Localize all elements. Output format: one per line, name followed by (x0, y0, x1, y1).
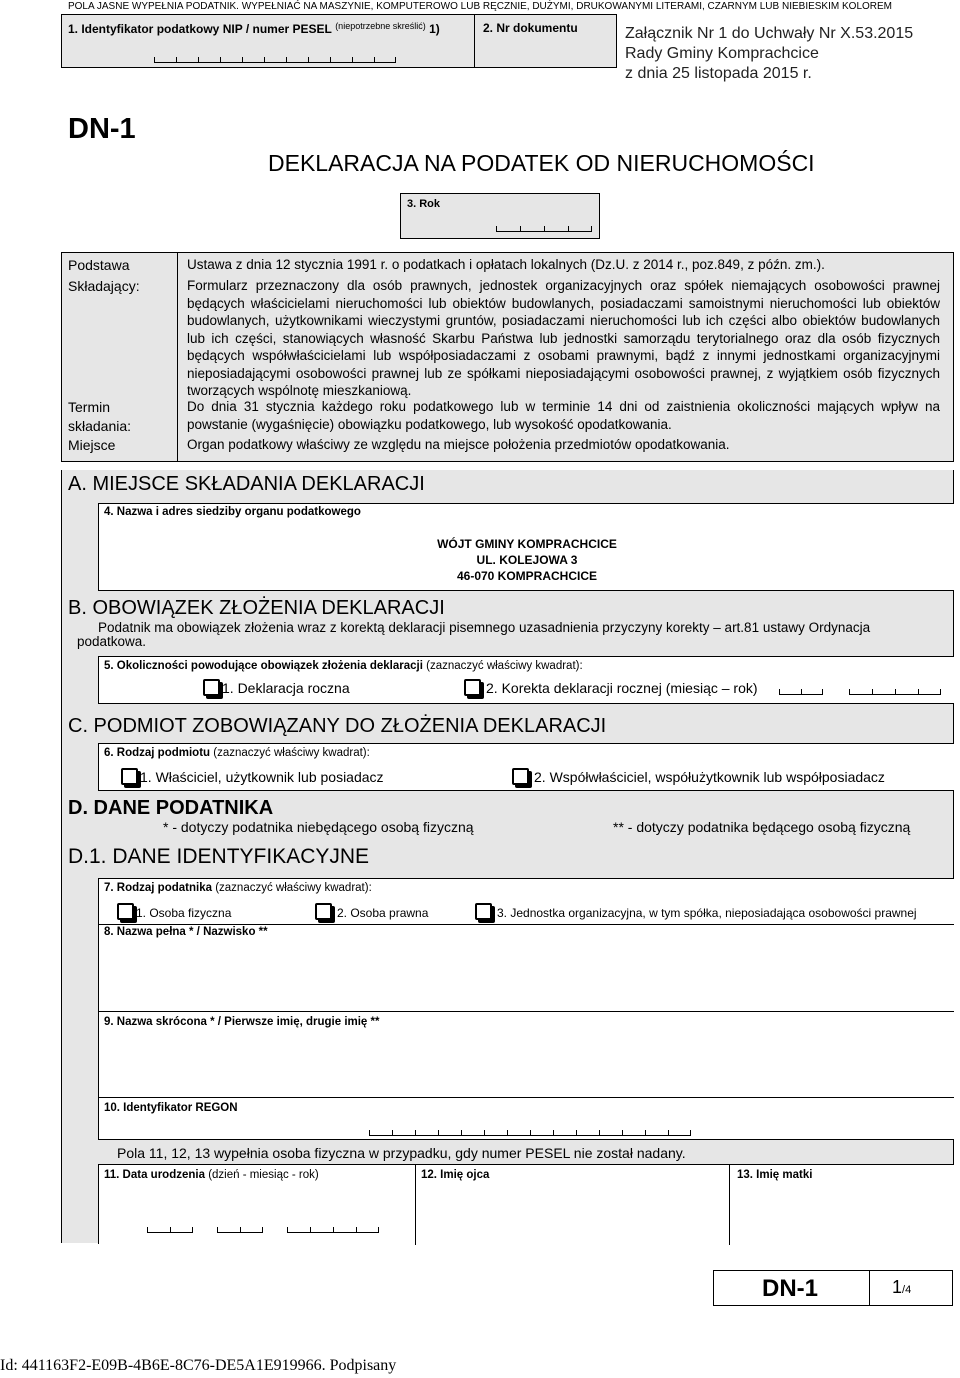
doc-code: DN-1 (68, 113, 136, 145)
termin-label-2: składania: (68, 418, 132, 434)
field6-label: 6. Rodzaj podmiotu (104, 747, 211, 759)
field2-label: 2. Nr dokumentu (483, 21, 578, 35)
field5-box (98, 656, 954, 704)
birth-day-cells[interactable] (147, 1227, 193, 1233)
office-line2: UL. KOLEJOWA 3 (476, 553, 578, 567)
field6-hint: (zaznaczyć właściwy kwadrat): (213, 747, 370, 759)
year-box[interactable] (400, 193, 600, 239)
field6-box (98, 743, 954, 791)
annex-line1: Załącznik Nr 1 do Uchwały Nr X.53.2015 (625, 25, 914, 42)
birth-year-cells[interactable] (287, 1227, 379, 1233)
field4-label: 4. Nazwa i adres siedziby organu podatkowego (104, 506, 361, 518)
termin-label (68, 398, 131, 436)
option-correction-label: 2. Korekta deklaracji rocznej (miesiąc – rok) (486, 680, 758, 696)
doc-number-box[interactable] (475, 14, 617, 68)
field5-hint: (zaznaczyć właściwy kwadrat): (426, 660, 583, 672)
checkbox-icon[interactable] (117, 903, 134, 920)
field9-box[interactable] (98, 1012, 954, 1098)
regon-digit-cells (369, 1130, 691, 1136)
annex-block (625, 24, 913, 84)
miejsce-label: Miejsce (68, 437, 116, 453)
option-annual-label: 1. Deklaracja roczna (222, 680, 350, 696)
signature-id-line: Id: 441163F2-E09B-4B6E-8C76-DE5A1E919966. Podpisany (0, 1357, 397, 1374)
footer-page-number (892, 1277, 911, 1298)
field11-heading (104, 1169, 319, 1181)
field9-label: 9. Nazwa skrócona * / Pierwsze imię, drugie imię ** (104, 1016, 380, 1028)
option-legal-person-label: 2. Osoba prawna (337, 906, 429, 920)
miejsce-text: Organ podatkowy właściwy ze względu na miejsce położenia przedmiotów opodatkowania. (187, 437, 730, 452)
office-address (99, 536, 955, 584)
section-a-title: A. MIEJSCE SKŁADANIA DEKLARACJI (68, 473, 425, 495)
field1-note: (niepotrzebne skreślić) (335, 21, 426, 31)
field10-box[interactable] (98, 1098, 954, 1140)
footer-page-total: /4 (902, 1284, 912, 1296)
termin-label-1: Termin (68, 399, 111, 415)
podstawa-text: Ustawa z dnia 12 stycznia 1991 r. o podatkach i opłatach lokalnych (Dz.U. z 2014 r., poz.849, z późn. zm.). (187, 257, 825, 272)
doc-title: DEKLARACJA NA PODATEK OD NIERUCHOMOŚCI (268, 150, 815, 176)
field12-label: 12. Imię ojca (421, 1169, 490, 1181)
field7-box (98, 878, 954, 924)
section-d-note2: ** - dotyczy podatnika będącego osobą fizyczną (613, 819, 911, 835)
annex-line3: z dnia 25 listopada 2015 r. (625, 65, 812, 82)
option-org-unit[interactable] (475, 903, 917, 920)
checkbox-icon[interactable] (121, 768, 138, 785)
field7-hint: (zaznaczyć właściwy kwadrat): (215, 882, 372, 894)
field11-label: 11. Data urodzenia (104, 1169, 205, 1181)
section-b-text-2: podatkowa. (77, 634, 147, 649)
option-natural-person-label: 1. Osoba fizyczna (136, 906, 232, 920)
field1-suffix: 1) (429, 22, 440, 36)
section-b-text-1: Podatnik ma obowiązek złożenia wraz z korektą deklaracji pisemnego uzasadnienia przyczyny korekty – art.81 ustawy Ordynacja (98, 620, 871, 635)
field5-label: 5. Okoliczności powodujące obowiązek złożenia deklaracji (104, 660, 423, 672)
option-coowner-label: 2. Współwłaściciel, współużytkownik lub współposiadacz (534, 769, 885, 785)
field3-label: 3. Rok (407, 198, 441, 210)
checkbox-icon[interactable] (315, 903, 332, 920)
office-line1: WÓJT GMINY KOMPRACHCICE (437, 537, 617, 551)
field4-box[interactable] (98, 503, 954, 591)
field13-label: 13. Imię matki (737, 1169, 813, 1181)
skladajacy-label: Składający: (68, 278, 140, 294)
nip-digit-cells (154, 57, 396, 63)
option-owner-label: 1. Właściciel, użytkownik lub posiadacz (140, 769, 384, 785)
footer-code: DN-1 (762, 1275, 819, 1302)
birth-month-cells[interactable] (217, 1227, 263, 1233)
option-correction[interactable] (464, 679, 758, 696)
checkbox-icon[interactable] (464, 679, 481, 696)
footer-page-box (713, 1270, 953, 1306)
checkbox-icon[interactable] (475, 903, 492, 920)
podstawa-label: Podstawa (68, 257, 130, 273)
pesel-note: Pola 11, 12, 13 wypełnia osoba fizyczna w przypadku, gdy numer PESEL nie został nadany. (117, 1145, 686, 1161)
section-d-note1: * - dotyczy podatnika niebędącego osobą fizyczną (163, 819, 474, 835)
field10-label: 10. Identyfikator REGON (104, 1102, 238, 1114)
field5-heading (104, 660, 583, 672)
checkbox-icon[interactable] (203, 679, 220, 696)
month-cells[interactable] (779, 689, 823, 695)
field7-heading (104, 882, 372, 894)
field7-label: 7. Rodzaj podatnika (104, 882, 212, 894)
field1-label: 1. Identyfikator podatkowy NIP / numer PESEL (68, 22, 332, 36)
mother-name-input[interactable] (730, 1184, 952, 1242)
footer-page-current: 1 (892, 1277, 903, 1297)
section-d-title: D. DANE PODATNIKA (68, 797, 274, 819)
father-name-input[interactable] (415, 1184, 723, 1242)
office-line3: 46-070 KOMPRACHCICE (456, 569, 598, 583)
option-coowner[interactable] (512, 768, 885, 785)
year-cells[interactable] (849, 689, 941, 695)
annex-line2: Rady Gminy Komprachcice (625, 45, 819, 62)
option-owner[interactable] (121, 768, 384, 785)
termin-text: Do dnia 31 stycznia każdego roku podatkowego lub w terminie 14 dni od zaistnienia okoliczności mających wpływ na powstanie (wygaśnięcie) obowiązku podatkowego, lub wysokość opodatkowania. (187, 399, 940, 432)
section-d1-title: D.1. DANE IDENTYFIKACYJNE (68, 845, 370, 868)
field11-hint: (dzień - miesiąc - rok) (208, 1169, 319, 1181)
section-b-title: B. OBOWIĄZEK ZŁOŻENIA DEKLARACJI (68, 597, 445, 619)
field1-heading (68, 21, 440, 36)
skladajacy-text: Formularz przeznaczony dla osób prawnych, jednostek organizacyjnych oraz spółek niemających osobowości prawnej będących właścicielami nieruchomości lub obiektów budowlanych, posiadaczami samoistnymi nieruchomości lub obiektów budowlanych, użytkownikami wieczystymi gruntów, posiadaczami nieruchomości lub ich części albo obiektów budowlanych lub ich części, stanowiących własność Skarbu Państwa lub jednostki samorządu terytorialnego oraz dla osób fizycznych będących współwłaścicielami lub współposiadaczami z osobami prawnymi, bądź z innymi jednostkami organizacyjnymi nieposiadającymi osobowości prawnej lub ze spółkami nieposiadającymi osobowości prawnej, z wyjątkiem osób fizycznych tworzących wspólnotę mieszkaniową. (187, 278, 940, 398)
checkbox-icon[interactable] (512, 768, 529, 785)
field8-label: 8. Nazwa pełna * / Nazwisko ** (104, 926, 268, 938)
option-org-unit-label: 3. Jednostka organizacyjna, w tym spółka, nieposiadająca osobowości prawnej (497, 906, 917, 920)
nip-pesel-box[interactable] (61, 14, 475, 68)
top-notice: POLA JASNE WYPEŁNIA PODATNIK. WYPEŁNIAĆ NA MASZYNIE, KOMPUTEROWO LUB RĘCZNIE, DUŻYMI, DRUKOWANYMI LITERAMI, CZARNYM LUB NIEBIESKIM KOLOREM (67, 1, 893, 12)
section-c-title: C. PODMIOT ZOBOWIĄZANY DO ZŁOŻENIA DEKLARACJI (68, 715, 607, 737)
option-natural-person[interactable] (117, 903, 231, 920)
field8-box[interactable] (98, 924, 954, 1012)
option-legal-person[interactable] (315, 903, 428, 920)
year-digit-cells (496, 226, 592, 232)
option-annual[interactable] (203, 679, 350, 696)
field6-heading (104, 747, 370, 759)
